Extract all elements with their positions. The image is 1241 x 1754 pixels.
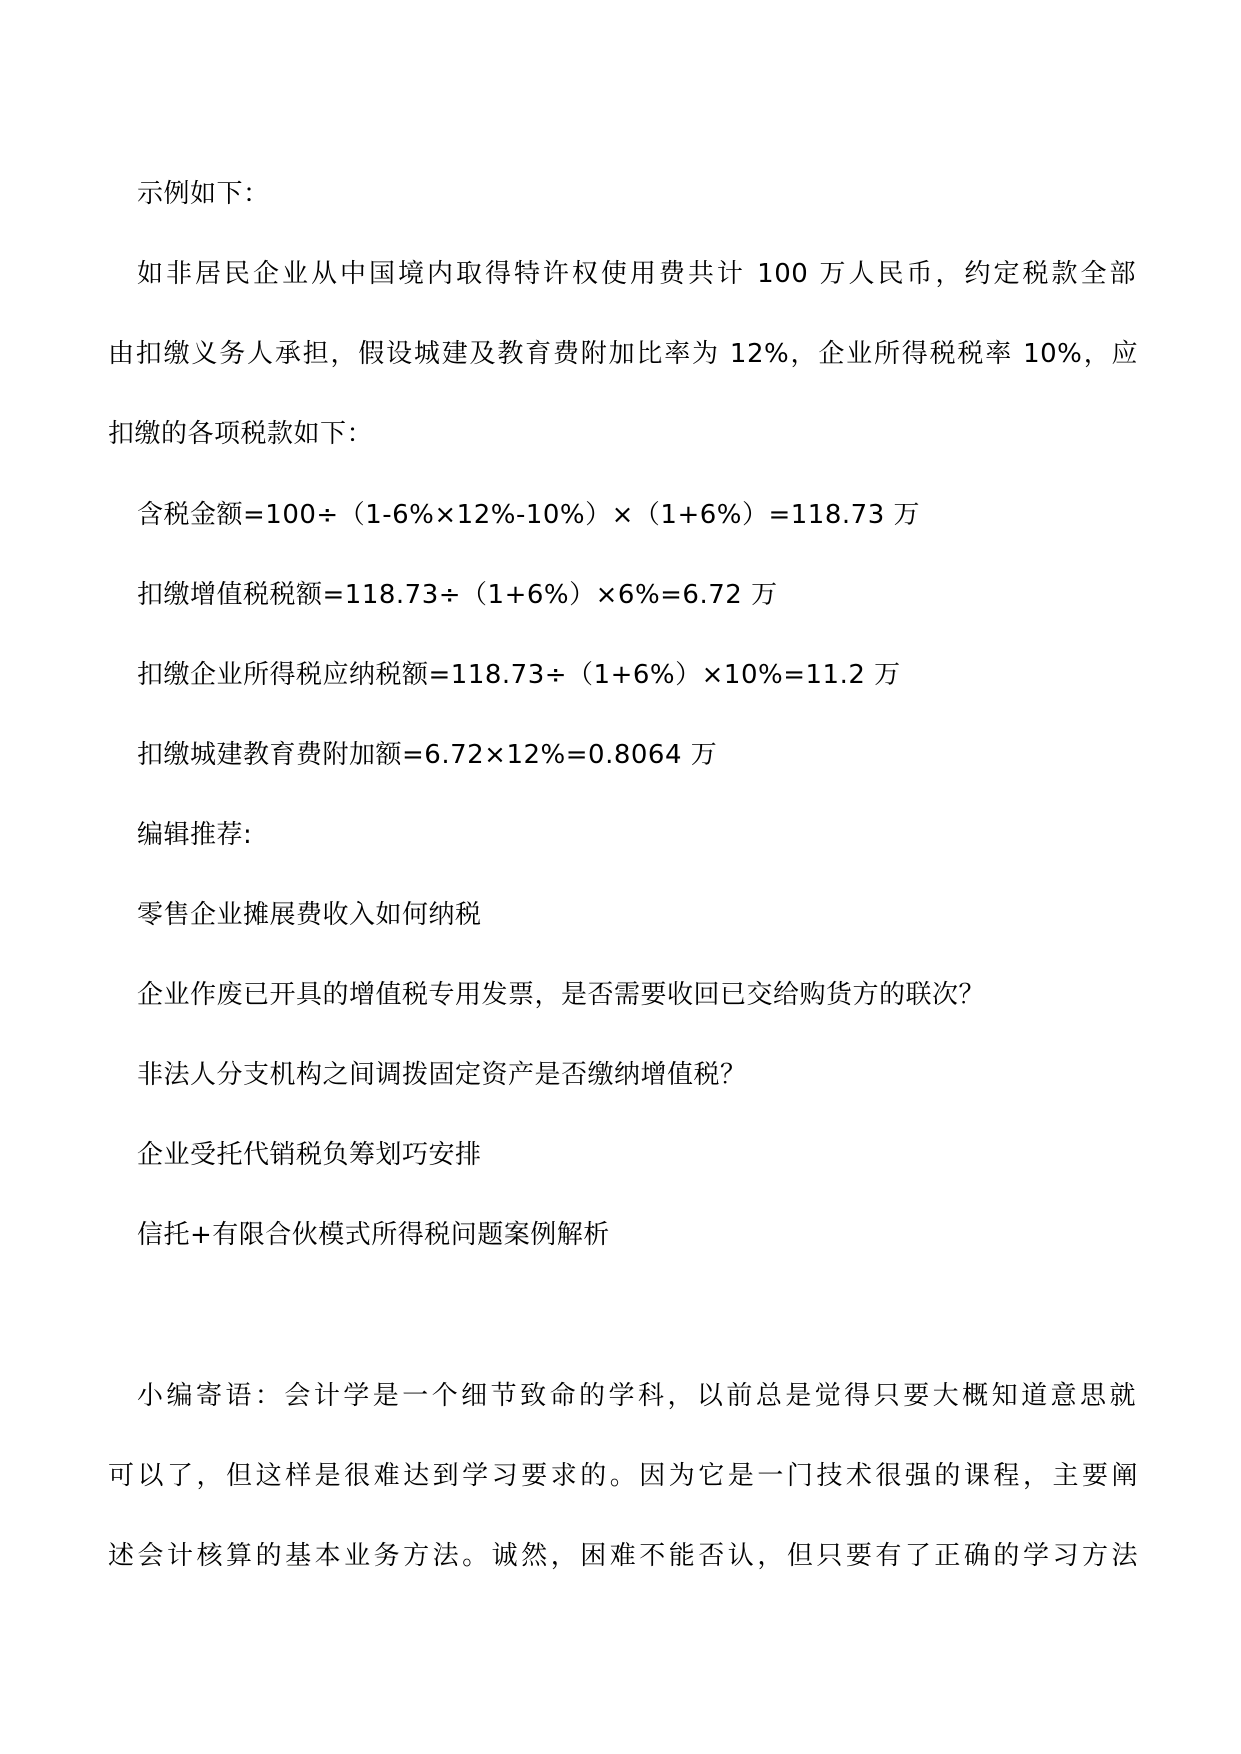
recommend-heading: 编辑推荐: (137, 820, 253, 850)
calculation-line-3: 扣缴企业所得税应纳税额=118.73÷（1+6%）×10%=11.2 万 (137, 660, 901, 690)
calculation-line-2: 扣缴增值税税额=118.73÷（1+6%）×6%=6.72 万 (137, 580, 778, 610)
editor-note-line-1: 小编寄语：会计学是一个细节致命的学科，以前总是觉得只要大概知道意思就 (137, 1381, 1136, 1411)
recommended-article-link[interactable]: 零售企业摊展费收入如何纳税 (137, 900, 482, 930)
recommended-article-link[interactable]: 非法人分支机构之间调拨固定资产是否缴纳增值税？ (137, 1060, 747, 1090)
calculation-line-1: 含税金额=100÷（1-6%×12%-10%）×（1+6%）=118.73 万 (137, 500, 920, 530)
calculation-line-4: 扣缴城建教育费附加额=6.72×12%=0.8064 万 (137, 740, 718, 770)
example-paragraph-line-1: 如非居民企业从中国境内取得特许权使用费共计 100 万人民币，约定税款全部 (137, 259, 1136, 289)
recommended-article-link[interactable]: 信托+有限合伙模式所得税问题案例解析 (137, 1220, 610, 1250)
recommended-article-link[interactable]: 企业受托代销税负筹划巧安排 (137, 1140, 482, 1170)
example-paragraph-line-3: 扣缴的各项税款如下： (108, 419, 374, 449)
editor-note-line-3: 述会计核算的基本业务方法。诚然，困难不能否认，但只要有了正确的学习方法 (108, 1541, 1138, 1571)
example-heading: 示例如下： (137, 179, 270, 209)
editor-note-line-2: 可以了，但这样是很难达到学习要求的。因为它是一门技术很强的课程，主要阐 (108, 1461, 1138, 1491)
example-paragraph-line-2: 由扣缴义务人承担，假设城建及教育费附加比率为 12%，企业所得税税率 10%，应 (108, 339, 1138, 369)
recommended-article-link[interactable]: 企业作废已开具的增值税专用发票，是否需要收回已交给购货方的联次？ (137, 980, 986, 1010)
